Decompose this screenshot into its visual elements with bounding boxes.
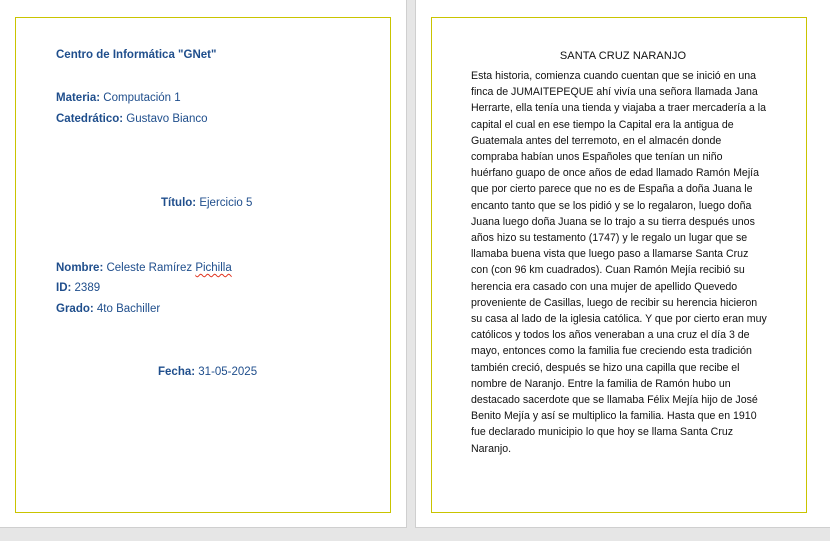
catedratico-value: Gustavo Bianco bbox=[123, 113, 208, 125]
catedratico-line bbox=[56, 113, 208, 125]
cover-page bbox=[0, 0, 406, 527]
center-name: Centro de Informática "GNet" bbox=[56, 49, 217, 61]
story-title: SANTA CRUZ NARANJO bbox=[559, 50, 687, 62]
id-label: ID: bbox=[56, 282, 72, 294]
fecha-line bbox=[158, 366, 257, 378]
materia-value: Computación 1 bbox=[100, 92, 181, 104]
id-value: 2389 bbox=[71, 282, 101, 294]
nombre-label: Nombre: bbox=[56, 262, 104, 274]
titulo-line bbox=[161, 197, 252, 209]
grado-line bbox=[56, 303, 160, 315]
fecha-value: 31-05-2025 bbox=[195, 366, 258, 378]
catedratico-label: Catedrático: bbox=[56, 113, 124, 125]
fecha-label: Fecha: bbox=[158, 366, 196, 378]
grado-label: Grado: bbox=[56, 303, 94, 315]
id-line bbox=[56, 282, 100, 294]
materia-line bbox=[56, 92, 181, 104]
nombre-last[interactable]: Pichilla bbox=[195, 262, 232, 274]
nombre-line bbox=[56, 262, 232, 274]
nombre-value: Celeste Ramírez bbox=[103, 262, 196, 274]
materia-label: Materia: bbox=[56, 92, 101, 104]
story-page bbox=[416, 0, 830, 527]
story-body[interactable]: Esta historia, comienza cuando cuentan que se inició en una finca de JUMAITEPEQUE ahí vivía una señora llamada Jana Herrarte, ella tenía una tienda y viajaba a traer mercadería a la capital el cual en ese tiempo la Capital era la antigua de Guatemala antes del terremoto, en el almacén donde compraba habían unos Españoles que tenían un niño huérfano guapo de once años de edad llamado Ramón Mejía que por cierto parece que no es de España a doña Juana le encanto tanto que se los pidió y se lo regalaron, luego doña Juana luego doña Juana se lo trajo a su tierra después unos años hizo su testamento (1747) y le regalo un lugar que se llamaba buena vista que luego paso a llamarse Santa Cruz con (con 96 km cuadrados). Cuan Ramón Mejía recibió su herencia era casado con una mujer de apellido Quevedo proveniente de Casillas, luego de recibir su herencia hicieron su casa al lado de la iglesia católica. Y que por cierto eran muy católicos y todos los años veneraban a una cruz el día 3 de mayo, entonces como la familia fue creciendo esta tradición también creció, después se hizo una capilla que recibe el nombre de Naranjo. Entre la familia de Ramón hubo un destacado sacerdote que se llamaba Félix Mejía hijo de José Benito Mejía y así se multiplico la familia. Hasta que en 1910 fue declarado municipio lo que hoy se llama Santa Cruz Naranjo. bbox=[471, 70, 767, 455]
titulo-value: Ejercicio 5 bbox=[196, 197, 253, 209]
grado-value: 4to Bachiller bbox=[93, 303, 161, 315]
titulo-label: Título: bbox=[161, 197, 197, 209]
